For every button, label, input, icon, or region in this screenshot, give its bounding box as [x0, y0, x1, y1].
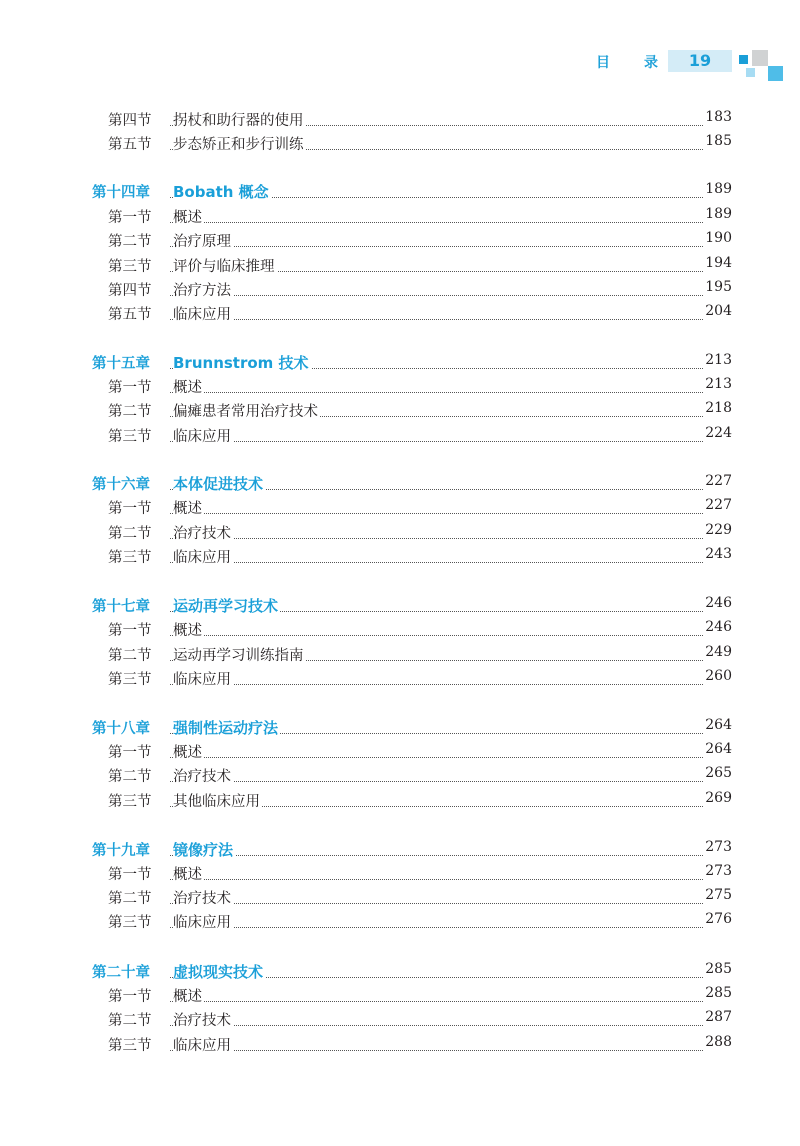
toc-section-entry[interactable]	[0, 400, 800, 420]
section-title: 临床应用	[173, 303, 233, 324]
leader-dots	[170, 376, 703, 393]
toc-chapter-entry[interactable]	[0, 839, 800, 859]
leader-dots	[170, 303, 703, 320]
section-title: 临床应用	[173, 546, 233, 567]
toc-chapter-entry[interactable]	[0, 352, 800, 372]
page-ref: 189	[702, 206, 732, 222]
page-ref: 285	[702, 985, 732, 1001]
toc-section-entry[interactable]	[0, 790, 800, 810]
toc-chapter-entry[interactable]	[0, 961, 800, 981]
toc-section-entry[interactable]	[0, 206, 800, 226]
section-number: 第二节	[108, 648, 152, 664]
section-number: 第一节	[108, 210, 152, 226]
section-number: 第一节	[108, 380, 152, 396]
section-number: 第一节	[108, 745, 152, 761]
page-ref: 273	[702, 839, 732, 855]
chapter-number: 第十五章	[92, 356, 150, 372]
page-ref: 264	[702, 717, 732, 733]
section-number: 第二节	[108, 234, 152, 250]
page-ref: 275	[702, 887, 732, 903]
section-number: 第二节	[108, 1013, 152, 1029]
page-header	[0, 0, 800, 110]
page-ref: 265	[702, 765, 732, 781]
page-ref: 269	[702, 790, 732, 806]
page-ref: 194	[702, 255, 732, 271]
chapter-number: 第十七章	[92, 599, 150, 615]
chapter-number: 第二十章	[92, 965, 150, 981]
section-number: 第三节	[108, 1038, 152, 1054]
page-ref: 229	[702, 522, 732, 538]
leader-dots	[170, 863, 703, 880]
decorative-square-icon	[768, 66, 783, 81]
leader-dots	[170, 1034, 703, 1051]
toc-section-entry[interactable]	[0, 887, 800, 907]
toc-section-entry[interactable]	[0, 985, 800, 1005]
toc-section-entry[interactable]	[0, 619, 800, 639]
section-title: 治疗方法	[173, 279, 233, 300]
page-ref: 249	[702, 644, 732, 660]
leader-dots	[170, 911, 703, 928]
toc-section-entry[interactable]	[0, 279, 800, 299]
section-title: 临床应用	[173, 911, 233, 932]
page-ref: 183	[702, 109, 732, 125]
toc-section-entry[interactable]	[0, 644, 800, 664]
section-title: 临床应用	[173, 425, 233, 446]
page-ref: 185	[702, 133, 732, 149]
page-ref: 218	[702, 400, 732, 416]
page-ref: 213	[702, 376, 732, 392]
toc-section-entry[interactable]	[0, 230, 800, 250]
page-ref: 260	[702, 668, 732, 684]
section-title: 概述	[173, 206, 204, 227]
page-ref: 243	[702, 546, 732, 562]
toc-section-entry[interactable]	[0, 522, 800, 542]
page-ref: 195	[702, 279, 732, 295]
header-title-char-2: 录	[644, 55, 658, 71]
toc-section-entry[interactable]	[0, 741, 800, 761]
page-ref: 288	[702, 1034, 732, 1050]
toc-section-entry[interactable]	[0, 497, 800, 517]
toc-section-entry[interactable]	[0, 911, 800, 931]
toc-section-entry[interactable]	[0, 765, 800, 785]
chapter-title: Brunnstrom 技术	[173, 354, 309, 372]
leader-dots	[170, 1009, 703, 1026]
leader-dots	[170, 546, 703, 563]
section-number: 第五节	[108, 307, 152, 323]
toc-section-entry[interactable]	[0, 1009, 800, 1029]
leader-dots	[170, 279, 703, 296]
page-ref: 285	[702, 961, 732, 977]
toc-section-entry[interactable]	[0, 109, 800, 129]
leader-dots	[170, 887, 703, 904]
section-title: 概述	[173, 619, 204, 640]
page-ref: 227	[702, 497, 732, 513]
leader-dots	[170, 522, 703, 539]
toc-chapter-entry[interactable]	[0, 595, 800, 615]
chapter-number: 第十四章	[92, 185, 150, 201]
page-ref: 276	[702, 911, 732, 927]
toc-chapter-entry[interactable]	[0, 473, 800, 493]
page-number: 19	[688, 51, 712, 70]
chapter-title: 虚拟现实技术	[173, 963, 264, 981]
leader-dots	[170, 619, 703, 636]
section-title: 概述	[173, 376, 204, 397]
section-title: 治疗原理	[173, 230, 233, 251]
toc-chapter-entry[interactable]	[0, 717, 800, 737]
page-ref: 264	[702, 741, 732, 757]
toc-section-entry[interactable]	[0, 1034, 800, 1054]
section-title: 治疗技术	[173, 1009, 233, 1030]
toc-section-entry[interactable]	[0, 546, 800, 566]
page-ref: 224	[702, 425, 732, 441]
section-title: 临床应用	[173, 1034, 233, 1055]
chapter-number: 第十六章	[92, 477, 150, 493]
page-ref: 213	[702, 352, 732, 368]
leader-dots	[170, 741, 703, 758]
section-title: 其他临床应用	[173, 790, 262, 811]
page-ref: 227	[702, 473, 732, 489]
section-number: 第二节	[108, 526, 152, 542]
section-number: 第一节	[108, 501, 152, 517]
section-number: 第一节	[108, 867, 152, 883]
leader-dots	[170, 839, 703, 856]
toc-chapter-entry[interactable]	[0, 181, 800, 201]
decorative-square-icon	[739, 55, 748, 64]
page-ref: 246	[702, 595, 732, 611]
section-number: 第五节	[108, 137, 152, 153]
section-title: 概述	[173, 863, 204, 884]
section-title: 概述	[173, 741, 204, 762]
section-title: 运动再学习训练指南	[173, 644, 306, 665]
leader-dots	[170, 668, 703, 685]
section-title: 治疗技术	[173, 887, 233, 908]
leader-dots	[170, 230, 703, 247]
section-number: 第三节	[108, 672, 152, 688]
section-title: 拐杖和助行器的使用	[173, 109, 306, 130]
section-title: 临床应用	[173, 668, 233, 689]
decorative-square-icon	[752, 50, 768, 66]
chapter-title: Bobath 概念	[173, 183, 269, 201]
leader-dots	[170, 425, 703, 442]
header-title	[596, 52, 658, 72]
chapter-number: 第十八章	[92, 721, 150, 737]
chapter-title: 本体促进技术	[173, 475, 264, 493]
section-title: 治疗技术	[173, 765, 233, 786]
section-number: 第三节	[108, 550, 152, 566]
chapter-number: 第十九章	[92, 843, 150, 859]
page-ref: 287	[702, 1009, 732, 1025]
section-number: 第三节	[108, 259, 152, 275]
section-number: 第三节	[108, 915, 152, 931]
section-title: 概述	[173, 497, 204, 518]
toc-section-entry[interactable]	[0, 303, 800, 323]
toc-section-entry[interactable]	[0, 425, 800, 445]
leader-dots	[170, 497, 703, 514]
page-ref: 189	[702, 181, 732, 197]
toc-section-entry[interactable]	[0, 863, 800, 883]
chapter-title: 运动再学习技术	[173, 597, 279, 615]
page-ref: 273	[702, 863, 732, 879]
section-title: 步态矫正和步行训练	[173, 133, 306, 154]
section-number: 第二节	[108, 891, 152, 907]
section-number: 第一节	[108, 989, 152, 1005]
decorative-square-icon	[746, 68, 755, 77]
page-ref: 246	[702, 619, 732, 635]
page-ref: 190	[702, 230, 732, 246]
section-number: 第三节	[108, 429, 152, 445]
header-title-char-1: 目	[596, 55, 610, 71]
leader-dots	[170, 765, 703, 782]
chapter-title: 镜像疗法	[173, 841, 234, 859]
section-title: 偏瘫患者常用治疗技术	[173, 400, 320, 421]
toc-section-entry[interactable]	[0, 668, 800, 688]
section-number: 第四节	[108, 113, 152, 129]
leader-dots	[170, 985, 703, 1002]
toc-section-entry[interactable]	[0, 376, 800, 396]
section-number: 第二节	[108, 769, 152, 785]
leader-dots	[170, 206, 703, 223]
section-title: 评价与临床推理	[173, 255, 277, 276]
section-number: 第二节	[108, 404, 152, 420]
section-number: 第一节	[108, 623, 152, 639]
toc-section-entry[interactable]	[0, 255, 800, 275]
section-title: 概述	[173, 985, 204, 1006]
toc-section-entry[interactable]	[0, 133, 800, 153]
section-title: 治疗技术	[173, 522, 233, 543]
section-number: 第四节	[108, 283, 152, 299]
page-ref: 204	[702, 303, 732, 319]
chapter-title: 强制性运动疗法	[173, 719, 279, 737]
section-number: 第三节	[108, 794, 152, 810]
